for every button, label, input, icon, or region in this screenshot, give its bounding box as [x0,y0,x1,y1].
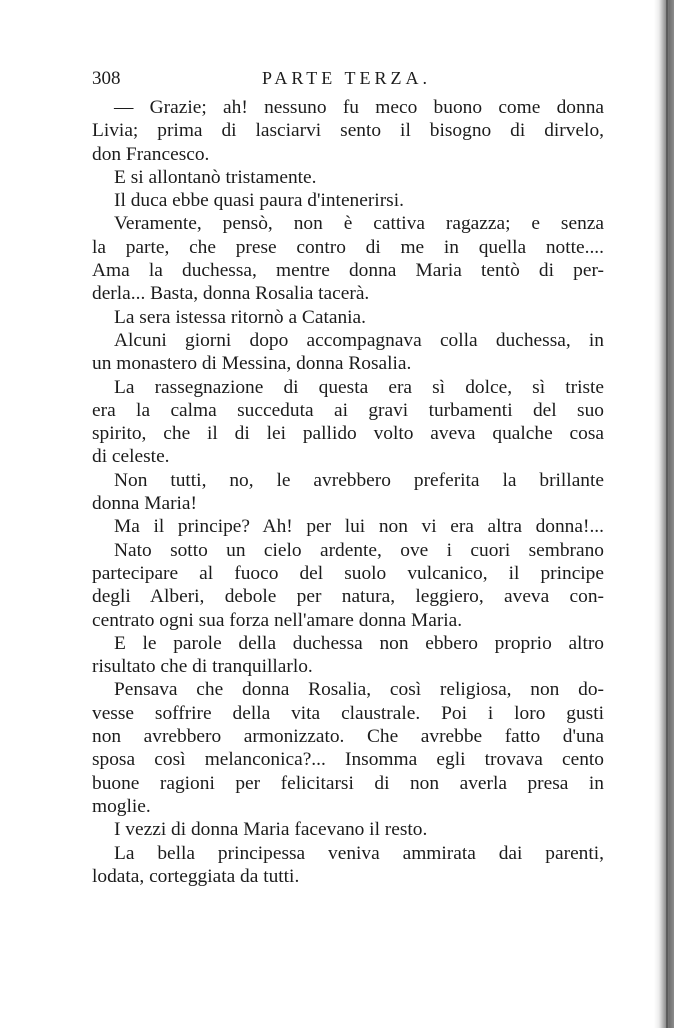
text-line: non avrebbero armonizzato. Che avrebbe fatto d'una [92,726,604,748]
text-line: Non tutti, no, le avrebbero preferita la brillante [114,469,604,491]
text-line: buone ragioni per felicitarsi di non averla presa in [92,772,604,794]
text-line: partecipare al fuoco del suolo vulcanico, il principe [92,562,604,584]
text-line: — Grazie; ah! nessuno fu meco buono come donna [114,97,604,118]
text-line: centrato ogni sua forza nell'amare donna Maria. [92,609,463,631]
text-line: Nato sotto un cielo ardente, ove i cuori sembrano [114,539,604,561]
text-line: Alcuni giorni dopo accompagnava colla duchessa, in [114,329,604,351]
page-header [92,68,602,92]
text-line: Pensava che donna Rosalia, così religiosa, non do- [114,679,604,701]
text-line: di celeste. [92,446,170,468]
text-line: vesse soffrire della vita claustrale. Poi i loro gusti [92,702,604,724]
text-line: era la calma succeduta ai gravi turbamenti del suo [92,399,604,421]
text-line: Ma il principe? Ah! per lui non vi era altra donna!... [114,516,604,538]
text-line: Il duca ebbe quasi paura d'intenerirsi. [114,190,404,212]
text-line: E le parole della duchessa non ebbero proprio altro [114,632,604,654]
text-line: Livia; prima di lasciarvi sento il bisogno di dirvelo, [92,120,604,142]
page-edge-shadow [654,0,674,1028]
page-number: 308 [92,68,121,89]
text-line: derla... Basta, donna Rosalia tacerà. [92,283,370,305]
text-line: Veramente, pensò, non è cattiva ragazza; e senza [114,213,604,235]
text-line: La bella principessa veniva ammirata dai parenti, [114,842,604,864]
text-line: risultato che di tranquillarlo. [92,656,313,678]
text-line: don Francesco. [92,143,210,165]
body-text [92,96,604,888]
text-line: degli Alberi, debole per natura, leggiero, aveva con- [92,586,604,608]
text-line: moglie. [92,795,151,817]
text-line: lodata, corteggiata da tutti. [92,865,300,887]
text-line: I vezzi di donna Maria facevano il resto. [114,819,428,841]
text-line: un monastero di Messina, donna Rosalia. [92,353,412,375]
text-line: E si allontanò tristamente. [114,166,317,188]
running-title: PARTE TERZA. [262,68,431,88]
text-line: Ama la duchessa, mentre donna Maria tentò di per- [92,260,604,282]
text-line: La sera istessa ritornò a Catania. [114,306,366,328]
text-line: donna Maria! [92,493,197,515]
text-line: spirito, che il di lei pallido volto aveva qualche cosa [92,423,604,445]
text-line: la parte, che prese contro di me in quella notte.... [92,236,604,258]
text-line: sposa così melanconica?... Insomma egli trovava cento [92,749,604,771]
text-line: La rassegnazione di questa era sì dolce, sì triste [114,376,604,398]
